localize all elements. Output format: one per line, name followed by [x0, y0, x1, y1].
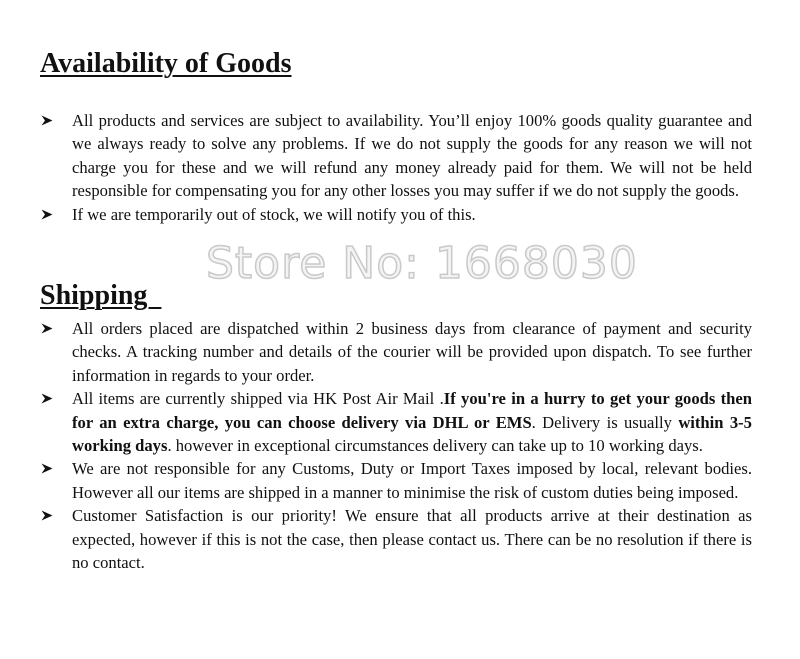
- availability-heading: Availability of Goods: [40, 48, 292, 79]
- arrow-bullet-icon: [40, 109, 72, 126]
- list-item-text: [72, 317, 752, 387]
- text-segment: All orders placed are dispatched within 2 business days from clearance of payment and security checks. A tracking number and details of the courier will be provided upon dispatch. To see further information in regards to your order.: [72, 319, 752, 385]
- list-item-text: [72, 457, 752, 504]
- arrow-bullet-icon: [40, 203, 72, 220]
- text-segment: All items are currently shipped via HK Post Air Mail .: [72, 389, 444, 409]
- text-segment: If we are temporarily out of stock, we will notify you of this.: [72, 204, 476, 224]
- store-watermark: Store No: 1668030: [206, 238, 638, 289]
- arrow-bullet-icon: [40, 457, 72, 474]
- text-segment: We are not responsible for any Customs, Duty or Import Taxes imposed by local, relevant bodies. However all our items are shipped in a manner to minimise the risk of custom duties being imposed.: [72, 459, 752, 502]
- text-segment: . Delivery is usually: [531, 412, 679, 432]
- arrow-bullet-icon: [40, 504, 72, 521]
- arrow-bullet-icon: [40, 387, 72, 404]
- bold-text-segment: within 3-5 working days: [72, 412, 752, 456]
- text-segment: All products and services are subject to availability. You’ll enjoy 100% goods quality guarantee and we always ready to solve any problems. If we do not supply the goods for any reason we will not charge you for these and we will refund any money already paid for them. We will not be held responsible for compensating you for any other losses you may suffer if we do not supply the goods.: [72, 111, 752, 201]
- list-item: [40, 203, 752, 226]
- arrow-bullet-icon: [40, 317, 72, 334]
- list-item: [40, 504, 752, 574]
- list-item: [40, 457, 752, 504]
- shipping-heading: Shipping: [40, 280, 162, 311]
- bold-text-segment: If you're in a hurry to get your goods then for an extra charge, you can choose delivery via DHL or EMS: [72, 389, 752, 432]
- availability-list: [40, 109, 752, 226]
- list-item: [40, 317, 752, 387]
- list-item-text: [72, 387, 752, 457]
- list-item-text: [72, 203, 752, 226]
- list-item-text: [72, 504, 752, 574]
- shipping-list: [40, 317, 752, 574]
- list-item: [40, 109, 752, 203]
- list-item-text: [72, 109, 752, 203]
- list-item: [40, 387, 752, 457]
- text-segment: Customer Satisfaction is our priority! We ensure that all products arrive at their destination as expected, however if this is not the case, then please contact us. There can be no resolution if there is no contact.: [72, 506, 752, 573]
- text-segment: . however in exceptional circumstances delivery can take up to 10 working days.: [167, 436, 703, 456]
